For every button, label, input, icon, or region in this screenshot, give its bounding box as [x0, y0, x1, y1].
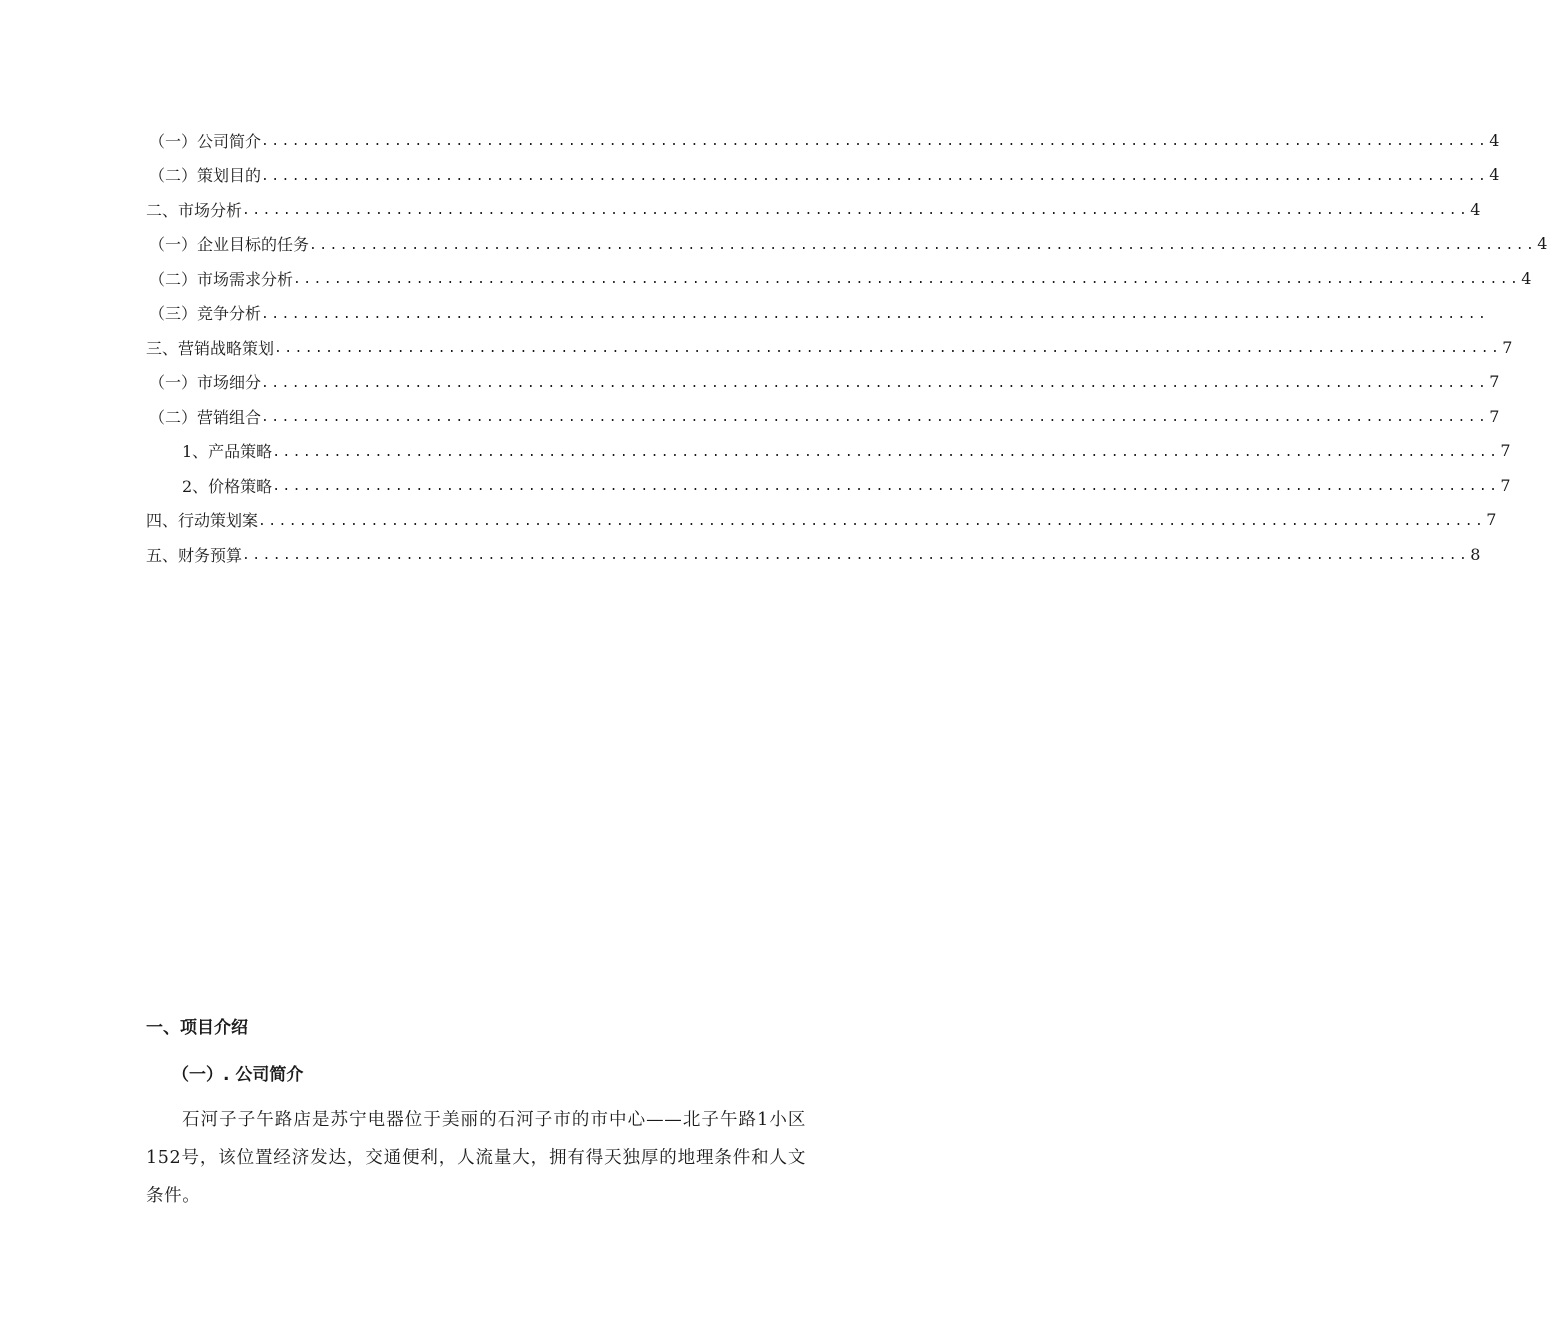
- toc-entry-title: （二）策划目的: [149, 163, 261, 186]
- toc-entry-page: 4: [1537, 234, 1547, 254]
- toc-entry[interactable]: [146, 296, 1489, 331]
- toc-leader-dots: ........................................................................................................................: [261, 168, 1489, 184]
- toc-leader-dots: ........................................................................................................................: [261, 410, 1489, 426]
- toc-entry-page: 7: [1489, 372, 1500, 392]
- table-of-contents: [146, 123, 1547, 572]
- toc-entry-title: 三、营销战略策划: [146, 336, 274, 359]
- toc-leader-dots: ........................................................................................................................: [242, 203, 1470, 219]
- toc-entry-page: 4: [1489, 130, 1500, 150]
- toc-entry[interactable]: [146, 399, 1500, 434]
- toc-entry-title: 四、行动策划案: [146, 508, 258, 531]
- toc-leader-dots: ........................................................................................................................: [293, 272, 1521, 288]
- toc-leader-dots: ........................................................................................................................: [274, 341, 1502, 357]
- toc-entry[interactable]: [146, 503, 1497, 538]
- toc-entry[interactable]: [146, 468, 1511, 503]
- toc-entry[interactable]: [146, 192, 1481, 227]
- toc-entry-page: 8: [1470, 544, 1481, 564]
- section-subheading: （一）. 公司简介: [172, 1065, 304, 1085]
- toc-entry[interactable]: [146, 330, 1513, 365]
- toc-entry[interactable]: [146, 261, 1532, 296]
- toc-leader-dots: ........................................................................................................................: [261, 375, 1489, 391]
- toc-entry-title: 2、价格策略: [182, 474, 272, 497]
- toc-entry[interactable]: [146, 365, 1500, 400]
- toc-entry[interactable]: [146, 158, 1500, 193]
- toc-entry-title: （一）市场细分: [149, 370, 261, 393]
- section-heading: 一、项目介绍: [146, 1018, 248, 1038]
- toc-entry-page: 7: [1500, 441, 1511, 461]
- section-paragraph: 石河子子午路店是苏宁电器位于美丽的石河子市的市中心——北子午路1小区152号，该位置经济发达，交通便利，人流量大，拥有得天独厚的地理条件和人文条件。: [146, 1110, 806, 1206]
- toc-leader-dots: ........................................................................................................................: [272, 444, 1500, 460]
- toc-leader-dots: ........................................................................................................................: [272, 479, 1500, 495]
- toc-entry-title: 二、市场分析: [146, 198, 242, 221]
- toc-entry-title: （一）企业目标的任务: [149, 232, 309, 255]
- toc-entry-title: （一）公司简介: [149, 129, 261, 152]
- toc-entry[interactable]: [146, 227, 1547, 262]
- toc-entry-title: （二）营销组合: [149, 405, 261, 428]
- toc-entry-title: （二）市场需求分析: [149, 267, 293, 290]
- toc-leader-dots: ........................................................................................................................: [261, 134, 1489, 150]
- toc-entry-title: 五、财务预算: [146, 543, 242, 566]
- toc-entry-page: 7: [1500, 475, 1511, 495]
- toc-entry-title: 1、产品策略: [182, 439, 272, 462]
- toc-entry[interactable]: [146, 537, 1481, 572]
- toc-entry-page: 4: [1489, 165, 1500, 185]
- toc-entry-page: 4: [1470, 199, 1481, 219]
- toc-leader-dots: ........................................................................................................................: [242, 548, 1470, 564]
- toc-entry[interactable]: [146, 123, 1500, 158]
- toc-leader-dots: ........................................................................................................................: [309, 237, 1537, 253]
- toc-leader-dots: ........................................................................................................................: [258, 513, 1486, 529]
- toc-entry-page: 7: [1502, 337, 1513, 357]
- toc-entry[interactable]: [146, 434, 1511, 469]
- toc-entry-page: 7: [1489, 406, 1500, 426]
- toc-entry-title: （三）竞争分析: [149, 301, 261, 324]
- toc-entry-page: 7: [1486, 510, 1497, 530]
- toc-entry-page: 4: [1521, 268, 1532, 288]
- toc-leader-dots: ........................................................................................................................: [261, 306, 1489, 322]
